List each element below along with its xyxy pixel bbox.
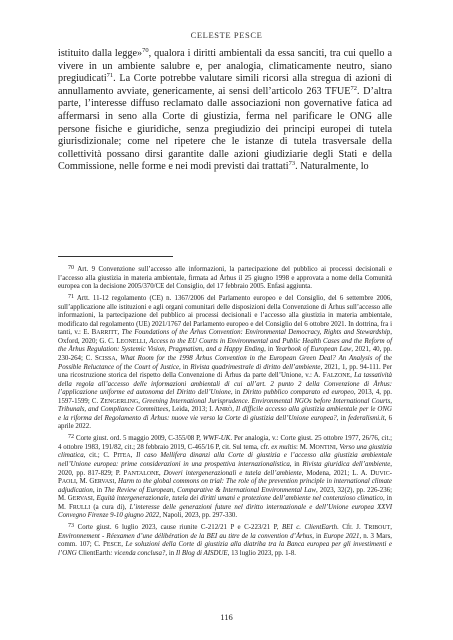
footnote-text: , in: [264, 346, 276, 354]
footnote-reference: 71: [106, 72, 114, 80]
footnote-text: Corte giust. 6 luglio 2023, cause riunite C-212/21 P e C-223/21 P,: [77, 524, 282, 532]
footnote-italic-text: Access to the EU Courts in Environmental and Public Health Cases and the Reform of the Århus Regulation: Systemic Vision, Pragmatism, and a Happy Ending: [58, 337, 392, 354]
footnote-text: ERVASI: [94, 479, 115, 486]
footnote-text: , in: [289, 461, 303, 469]
footnote-text: , 6 aprile 2022.: [58, 414, 393, 431]
footnote-text: ,: [390, 524, 392, 532]
footnote-italic-text: Europe 2021: [323, 532, 360, 540]
footnote-italic-text: Doveri intergenerazionali e tutela dell’ambiente: [163, 469, 302, 477]
footnote-reference: 72: [350, 84, 358, 92]
footnote-text: , in: [312, 532, 324, 540]
footnote-text: AOLI: [61, 479, 76, 486]
footnote-text: ,: [115, 354, 121, 362]
footnote-number: 72: [68, 434, 75, 441]
footnote-text: EONELLI: [120, 338, 146, 345]
footnote-text: , in: [165, 550, 176, 557]
footnote-text: Artt. 11-12 regolamento (CE) n. 1367/2006 del Parlamento europeo e del Consiglio, del 6 settembre 2006, sull’applicazione alle istituzioni e agli organi comunitari delle disposizioni della Convenzione di Århus sull’accesso alle informazioni, la partecipazione del pubblico ai processi decisionali e l’accesso alla giustizia in materia ambientale, modificato dal regolamento (UE) 2021/1767 del Parlamento europeo e del Consiglio del 6 ottobre 2021. In dottrina, fra i tanti, v.: E. B: [58, 295, 393, 337]
footnote-separator: [58, 256, 173, 257]
footnote-text: ,: [114, 478, 118, 486]
footnote-text: , M. G: [75, 478, 95, 486]
footnote-italic-text: Verso una giustizia climatica: [58, 443, 392, 460]
footnote-italic-text: Il caso Mellifera dinanzi alla Corte di giustizia e l’accesso alla giustizia ambientale nell’Unione europea: prime considerazioni in una prospettiva internazionalistica: [58, 452, 393, 469]
body-text-run: . La Corte potrebbe valutare simili ricorsi alla stregua di azioni di annullamento avviate, genericamente, ai sensi dell’articolo 263 TFUE: [58, 73, 392, 97]
footnote-text: RIBOUT: [368, 525, 391, 532]
footnote-text: ,: [232, 406, 236, 414]
footnote-text: UVIC: [375, 470, 390, 477]
footnote-italic-text: BEI c. ClientEarth: [281, 524, 338, 532]
page-number: 116: [220, 612, 233, 622]
footnote-72: [58, 433, 392, 520]
footnote-text: . Cfr. J. T: [337, 524, 369, 532]
footnote-text: -P: [58, 469, 392, 486]
footnote-text: , 2020, pp. 817-829; P. P: [58, 461, 393, 477]
footnote-text: , Leida, 2013; I. A: [168, 406, 220, 414]
body-text-run: istituito dalla legge»: [58, 48, 143, 59]
footnote-italic-text: federalismi.it: [348, 414, 385, 422]
footnote-text: ,: [158, 469, 164, 477]
footnote-text: : M. M: [296, 443, 316, 451]
footnote-italic-text: Le soluzioni della Corte di giustizia alla diatriba tra la Banca europea per gli investimenti e l’ONG: [58, 541, 392, 557]
footnote-text: ,: [117, 329, 122, 337]
footnote-text: ENGERLING: [104, 398, 139, 405]
footnote-italic-text: Diritto pubblico comparato ed europeo: [242, 389, 354, 397]
footnote-text: ONTINI: [315, 444, 336, 451]
footnote-italic-text: The Foundations of the Århus Convention: Environmental Democracy, Rights and Stewardship: [121, 329, 391, 337]
footnote-text: ARRITT: [96, 330, 118, 337]
footnote-italic-text: Rivista quadrimestrale di diritto dell’ambiente: [190, 363, 321, 371]
body-text-run: . Naturalmente, lo: [295, 161, 369, 173]
footnote-text: , cit.; C. P: [83, 452, 118, 460]
footnote-italic-text: La tassatività della regola all’accesso delle informazioni ambientali di cui all’art. 2 punto 2 della Convenzione di Århus: l’applicazione uniforme ed autonoma del Diritto dell’Unione: [58, 372, 392, 397]
footnote-text: ALZONE: [326, 373, 351, 380]
footnote-text: . Per analogia, v.: Corte giust. 25 ottobre 1977, 26/76, cit.; 4 ottobre 1983, 191/82, cit.; 28 febbraio 2019, C-465/16 P, cit. Sul tema, cfr.: [58, 435, 393, 451]
footnote-number: 73: [68, 523, 75, 530]
footnote-italic-text: Equità intergenerazionale, tutela dei diritti umani e protezione dell’ambiente nel contenzioso climatico: [96, 495, 383, 503]
footnote-number: 71: [68, 294, 75, 301]
footnote-italic-text: WWF-UK: [202, 435, 231, 443]
footnote-text: ANTALONE: [127, 470, 159, 477]
footnote-text: , Oxford, 2020; G. C. L: [58, 329, 392, 345]
body-text-run: . D’altra parte, l’interesse diffuso reclamato dalle associazioni non governative fatica ad affermarsi in seno alla Corte di giustizia, ferma nel parificare le ONG alle persone fisiche e giuridiche, senza pregiudizio dei principi europei di tutela giurisdizionale; come nel ripetere che le istanze di tutela trasversale della collettività possano dirsi garantite dalle azioni giudiziarie degli Stati e della Commissione, nelle forme e nei modi previsti dai trattati: [58, 85, 392, 173]
footnote-italic-text: L’interesse delle generazioni future nel diritto internazionale e dell’Unione europea XXVI Convegno Firenze 9-10 giugno 2022: [58, 503, 393, 520]
footnote-text: , in: [230, 389, 243, 397]
footnote-73: [58, 522, 392, 558]
footnote-text: ERVASI: [72, 496, 93, 503]
footnote-number: 70: [68, 265, 75, 271]
footnote-70: [58, 264, 392, 292]
footnote-text: , 2021, 1, pp. 94-111. Per una ricostruzione storica del rispetto della Convenzione di Århus da parte dell’Unione, v.: A. F: [58, 363, 392, 380]
footnote-71: [58, 293, 392, 432]
footnote-italic-text: The Review of European, Comparative & International Environmental Law: [104, 486, 317, 494]
footnote-text: ,: [145, 337, 150, 345]
footnote-text: , 13 luglio 2023, pp. 1-8.: [227, 550, 296, 557]
footnote-text: ,: [335, 443, 340, 451]
footnote-text: , Napoli, 2023, pp. 297-330.: [159, 512, 238, 520]
footnote-text: ,: [130, 452, 137, 460]
footnote-text: Corte giust. ord. 5 maggio 2009, C-355/08 P,: [75, 435, 203, 443]
footnote-text: ESCE: [106, 542, 122, 549]
body-text-run: , qualora i diritti ambientali da essa sanciti, tra cui quello a vivere in un ambiente salubre e, per analogia, climaticamente neutro, siano pregiudicati: [58, 48, 392, 85]
footnote-text: RULLI: [72, 504, 91, 511]
footnote-italic-text: Il difficile accesso alla giustizia ambientale per le ONG e la riforma del Regolamento di Århus: nuove vie verso la Corte di giustizia dell’Unione europea?: [58, 406, 392, 422]
footnote-italic-text: Environnement - Réexamen d’une délibération de la BEI au titre de la convention d’Århus: [58, 532, 313, 540]
footnote-text: , Modena, 2021; L. A. D: [301, 469, 376, 477]
footnote-text: , 2021, 40, pp. 230-264; C. S: [58, 346, 392, 362]
footnote-italic-text: Rivista giuridica dell’ambiente: [302, 461, 391, 469]
footnote-text: , 2013, 4, pp. 1597-1599; C. Z: [58, 389, 392, 405]
footnote-text: ,: [138, 397, 142, 405]
footnote-italic-text: ex multis: [271, 443, 297, 451]
footnote-text: , in: [179, 363, 191, 371]
footnote-italic-text: Greening International Jurisprudence. Environmental NGOs before International Courts, Tribunals, and Compliance Committees: [58, 397, 392, 414]
footnote-text: , in: [336, 414, 349, 422]
footnotes-section: [58, 264, 392, 560]
footnote-text: , n. 3 Mars, comm. 107; C. P: [58, 532, 393, 549]
footnote-text: , in M. F: [58, 495, 392, 511]
footnote-text: ,: [350, 372, 355, 380]
footnote-reference: 73: [288, 160, 296, 168]
footnote-text: Art. 9 Convenzione sull’accesso alle informazioni, la partecipazione del pubblico ai processi decisionali e l’accesso alla giustizia in materia ambientale, firmata ad Århus il 25 giugno 1998 e approvata a nome della Comunità europea con la decisione 2005/370/CE del Consiglio, del 17 febbraio 2005. Enfasi aggiunta.: [58, 266, 393, 291]
footnote-text: , 2023, 32(2), pp. 226-236; M. G: [58, 486, 393, 503]
footnote-text: NRÒ: [219, 407, 233, 414]
footnote-italic-text: : vicenda conclusa?: [110, 550, 166, 557]
footnote-text: ClientEarth: [76, 550, 111, 557]
footnote-text: ,: [121, 541, 126, 549]
body-paragraph: [58, 48, 392, 174]
footnote-text: CISSA: [98, 355, 116, 362]
footnote-italic-text: Il Blog di AISDUE: [175, 550, 228, 557]
footnote-italic-text: What Room for the 1998 Århus Convention in the European Green Deal? An Analysis of the Possible Reluctance of the Court of Justice: [58, 354, 392, 371]
footnote-reference: 70: [142, 47, 149, 54]
footnote-text: ITEA: [117, 453, 131, 460]
running-head: CELESTE PESCE: [190, 30, 263, 40]
footnote-text: , in: [92, 486, 105, 494]
footnote-text: (a cura di),: [90, 503, 130, 511]
footnote-italic-text: Harm to the global commons on trial: The role of the prevention principle in international climate adjudication: [58, 478, 392, 494]
footnote-italic-text: Yearbook of European Law: [275, 346, 352, 354]
footnote-text: ,: [92, 495, 97, 503]
